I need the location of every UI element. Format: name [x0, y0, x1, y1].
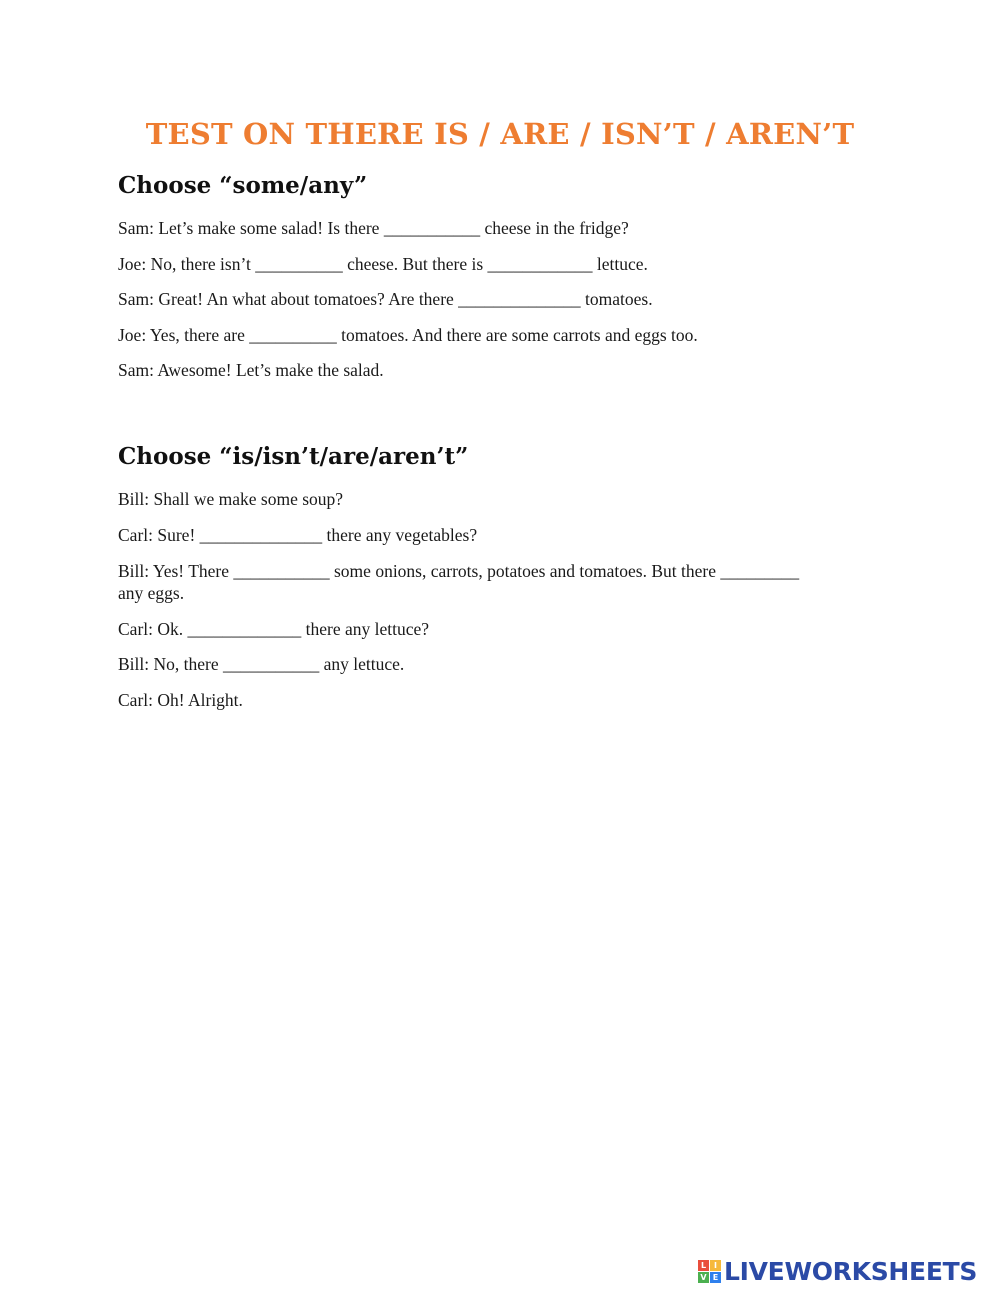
logo-mark-letter: E [710, 1272, 721, 1283]
dialogue-line: Carl: Ok. _____________ there any lettuce? [118, 619, 430, 639]
section-heading-some-any: Choose “some/any” [118, 172, 368, 199]
logo-mark-letter: V [698, 1272, 709, 1283]
dialogue-line: Bill: No, there ___________ any lettuce. [118, 654, 405, 674]
logo-mark-letter: L [698, 1260, 709, 1271]
dialogue-line: Bill: Shall we make some soup? [118, 489, 344, 509]
section-heading-is-are: Choose “is/isn’t/are/aren’t” [118, 443, 469, 470]
logo-mark-letter: I [710, 1260, 721, 1271]
dialogue-line: Sam: Let’s make some salad! Is there ___________ cheese in the fridge? [118, 218, 629, 238]
dialogue-line: Bill: Yes! There ___________ some onions, carrots, potatoes and tomatoes. But there _________ any eggs. [118, 561, 800, 603]
dialogue-line: Carl: Sure! ______________ there any vegetables? [118, 525, 478, 545]
liveworksheets-mark-icon [698, 1260, 721, 1283]
page-title: TEST ON THERE IS / ARE / ISN’T / AREN’T [145, 117, 855, 151]
liveworksheets-logo [698, 1257, 977, 1285]
dialogue-line: Sam: Awesome! Let’s make the salad. [118, 360, 384, 380]
dialogue-line: Carl: Oh! Alright. [118, 690, 243, 710]
dialogue-line: Joe: No, there isn’t __________ cheese. But there is ____________ lettuce. [118, 254, 648, 274]
dialogue-line: Sam: Great! An what about tomatoes? Are there ______________ tomatoes. [118, 289, 653, 309]
dialogue-line: Joe: Yes, there are __________ tomatoes. And there are some carrots and eggs too. [118, 325, 698, 345]
liveworksheets-wordmark: LIVEWORKSHEETS [724, 1256, 978, 1286]
